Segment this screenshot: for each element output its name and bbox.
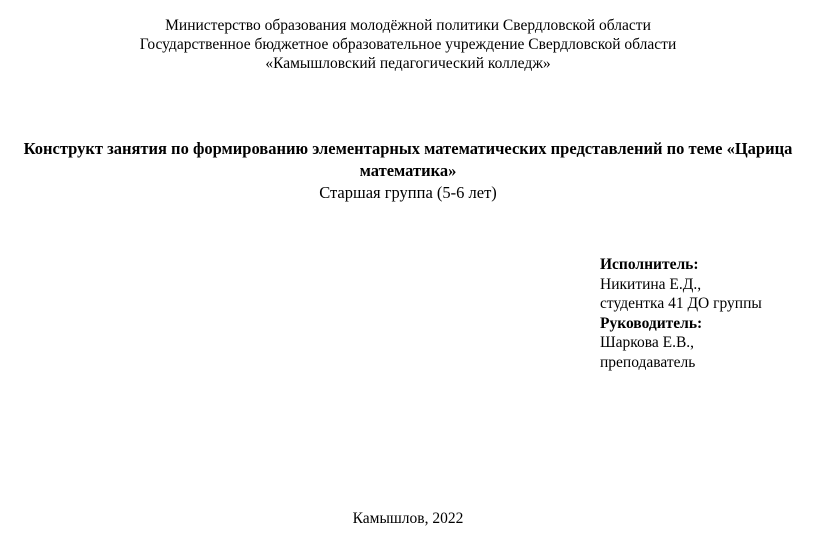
institution-header [0, 16, 816, 73]
executor-label: Исполнитель: [600, 256, 699, 273]
executor-name: Никитина Е.Д., [600, 275, 702, 293]
supervisor-info: преподаватель [600, 353, 696, 371]
ministry-line: Министерство образования молодёжной политики Свердловской области [165, 17, 651, 34]
supervisor-name: Шаркова Е.В., [600, 334, 695, 351]
college-name: «Камышловский педагогический колледж» [265, 55, 551, 72]
credits-block [600, 255, 762, 372]
executor-info: студентка 41 ДО группы [600, 295, 762, 312]
document-subtitle: Старшая группа (5-6 лет) [319, 183, 497, 202]
institution-line: Государственное бюджетное образовательное учреждение Свердловской области [139, 36, 677, 53]
document-title: Конструкт занятия по формированию элементарных математических представлений по теме «Царица математика» [23, 139, 793, 180]
place-year: Камышлов, 2022 [352, 510, 464, 527]
title-block [8, 138, 808, 204]
supervisor-label: Руководитель: [600, 314, 703, 332]
